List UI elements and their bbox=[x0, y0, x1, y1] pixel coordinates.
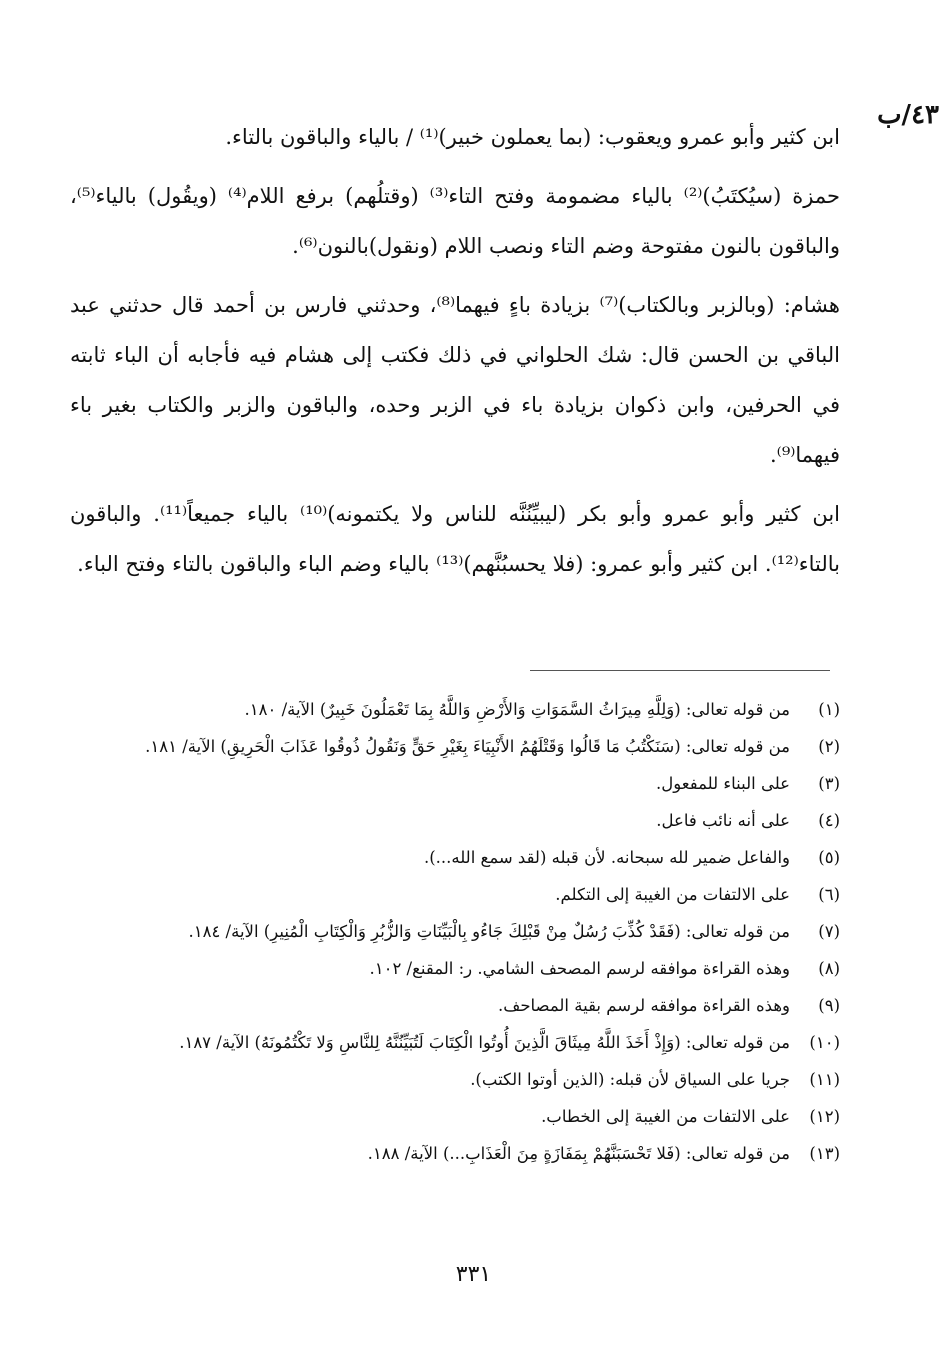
paragraph-4: ابن كثير وأبو عمرو وأبو بكر (ليبيِّنُنَّه للناس ولا يكتمونه)⁽¹⁰⁾ بالياء جميعاً⁽¹¹⁾. والباقون بالتاء⁽¹²⁾. ابن كثير وأبو عمرو: (فلا يحسبُنَّهم)⁽¹³⁾ بالياء وضم الباء والباقون بالتاء وفتح الباء. bbox=[70, 502, 840, 576]
footnote-number: (٤) bbox=[818, 811, 840, 830]
footnote bbox=[75, 698, 840, 722]
footnote-number: (١٠) bbox=[809, 1033, 840, 1052]
main-text bbox=[70, 112, 840, 589]
footnote-text: وهذه القراءة موافقه لرسم بقية المصاحف. bbox=[498, 996, 790, 1015]
footnote-text: من قوله تعالى: (سَنَكْتُبُ مَا قَالُوا وَقَتْلَهُمُ الأَنْبِيَاءَ بِغَيْرِ حَقٍّ وَنَقُولُ ذُوقُوا عَذَابَ الْحَرِيقِ) الآية/ ١٨١. bbox=[145, 737, 790, 756]
footnote-number: (٥) bbox=[818, 848, 840, 867]
footnote-text: على الالتفات من الغيبة إلى الخطاب. bbox=[541, 1107, 790, 1126]
paragraph-3: هشام: (وبالزبر وبالكتاب)⁽⁷⁾ بزيادة باءٍ فيهما⁽⁸⁾، وحدثني فارس بن أحمد قال حدثني عبد الباقي بن الحسن قال: شك الحلواني في ذلك فكتب إلى هشام فيه فأجابه أن الباء ثابته في الحرفين، وابن ذكوان بزيادة باء في الزبر وحده، والباقون والزبر والكتاب بغير باء فيهما⁽⁹⁾. bbox=[70, 293, 840, 467]
paragraph-2: حمزة (سيُكتَبُ)⁽²⁾ بالياء مضمومة وفتح التاء⁽³⁾ (وقتلُهم) برفع اللام⁽⁴⁾ (ويقُول) بالياء⁽⁵⁾، والباقون بالنون مفتوحة وضم التاء ونصب اللام (ونقول)بالنون⁽⁶⁾. bbox=[70, 184, 841, 258]
footnote bbox=[75, 809, 840, 833]
footnote-number: (٦) bbox=[818, 885, 840, 904]
footnote bbox=[75, 994, 840, 1018]
footnote-number: (١١) bbox=[809, 1070, 840, 1089]
footnote bbox=[75, 1142, 840, 1166]
footnote-text: على الالتفات من الغيبة إلى التكلم. bbox=[555, 885, 790, 904]
footnote-number: (٣) bbox=[818, 774, 840, 793]
footnote-number: (٧) bbox=[818, 922, 840, 941]
footnote-text: والفاعل ضمير لله سبحانه. لأن قبله (لقد سمع الله...). bbox=[423, 848, 790, 867]
footnote-number: (٨) bbox=[818, 959, 840, 978]
footnote bbox=[75, 920, 840, 944]
footnote-text: جريا على السياق لأن قبله: (الذين أوتوا الكتب). bbox=[470, 1070, 790, 1089]
footnote-number: (١٢) bbox=[809, 1107, 840, 1126]
footnote bbox=[75, 1031, 840, 1055]
footnote bbox=[75, 1068, 840, 1092]
footnote-number: (١) bbox=[818, 700, 840, 719]
footnote-separator bbox=[530, 670, 830, 671]
footnote bbox=[75, 957, 840, 981]
footnote-text: على أنه نائب فاعل. bbox=[656, 811, 790, 830]
footnote-text: من قوله تعالى: (فَلا تَحْسَبَنَّهُمْ بِمَفَازَةٍ مِنَ الْعَذَابِ...) الآية/ ١٨٨. bbox=[367, 1144, 790, 1163]
paragraph-1: ابن كثير وأبو عمرو ويعقوب: (بما يعملون خبير)⁽¹⁾ / بالياء والباقون بالتاء. bbox=[225, 125, 840, 149]
footnote-text: من قوله تعالى: (فَقَدْ كُذِّبَ رُسُلٌ مِنْ قَبْلِكَ جَاءُو بِالْبَيِّنَاتِ وَالزُّبُرِ وَالْكِتَابِ الْمُنِيرِ) الآية/ ١٨٤. bbox=[188, 922, 790, 941]
footnote-text: من قوله تعالى: (وَإِذْ أَخَذَ اللَّهُ مِيثَاقَ الَّذِينَ أُوتُوا الْكِتَابَ لَتُبَيِّنُنَّهُ لِلنَّاسِ وَلا تَكْتُمُونَهُ) الآية/ ١٨٧. bbox=[179, 1033, 790, 1052]
page-number: ٣٣١ bbox=[455, 1262, 492, 1287]
footnote-number: (٩) bbox=[818, 996, 840, 1015]
footnote-text: من قوله تعالى: (وَلِلَّهِ مِيرَاثُ السَّمَوَاتِ وَالأَرْضِ وَاللَّهُ بِمَا تَعْمَلُونَ خَبِيرٌ) الآية/ ١٨٠. bbox=[244, 700, 790, 719]
footnote bbox=[75, 883, 840, 907]
footnote bbox=[75, 772, 840, 796]
footnote-number: (٢) bbox=[818, 737, 840, 756]
footnote-number: (١٣) bbox=[809, 1144, 840, 1163]
footnote-text: وهذه القراءة موافقه لرسم المصحف الشامي. ر: المقنع/ ١٠٢. bbox=[369, 959, 790, 978]
folio-marker: ٤٣/ب bbox=[877, 100, 939, 130]
footnote bbox=[75, 735, 840, 759]
footnote bbox=[75, 1105, 840, 1129]
footnotes-list bbox=[75, 698, 840, 1179]
footnote-text: على البناء للمفعول. bbox=[656, 774, 790, 793]
footnote bbox=[75, 846, 840, 870]
